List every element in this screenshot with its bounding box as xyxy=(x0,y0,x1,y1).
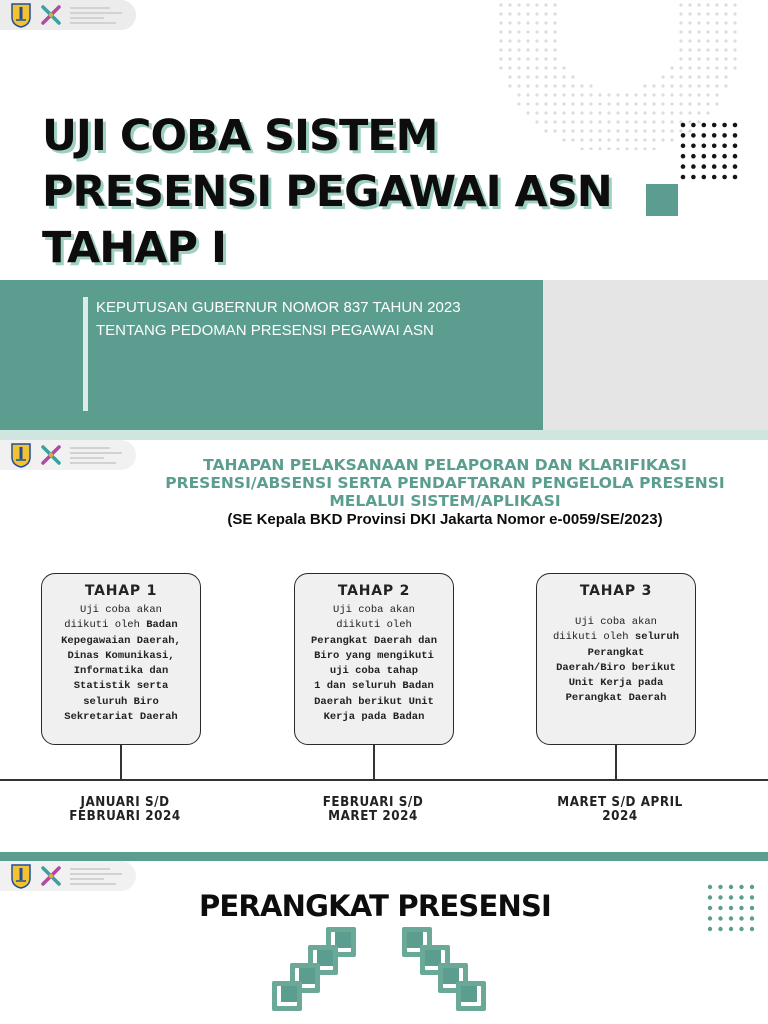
period-line: MARET 2024 xyxy=(328,809,418,824)
stage-title: TAHAP 1 xyxy=(84,583,158,599)
period-line: JANUARI S/D xyxy=(80,795,170,810)
stage-line: Statistik serta xyxy=(73,680,169,693)
logo-header xyxy=(0,440,136,470)
stage-card-3 xyxy=(536,573,696,745)
stage-line: diikuti oleh seluruh xyxy=(552,631,680,644)
stage-line: Informatika dan xyxy=(73,665,169,678)
timeline-line xyxy=(0,779,768,781)
bkd-logo-icon xyxy=(40,865,62,887)
stage-line: Kepegawaian Daerah, xyxy=(61,634,181,647)
stage-line: Uji coba akan xyxy=(575,616,657,628)
bkd-logo-icon xyxy=(40,444,62,466)
stage-line: Sekretariat Daerah xyxy=(64,711,178,724)
stage-connector-1 xyxy=(120,745,122,779)
stage-connector-2 xyxy=(373,745,375,779)
stage-line: Kerja pada Badan xyxy=(323,711,425,724)
period-line: FEBRUARI 2024 xyxy=(69,809,181,824)
stages-heading-line-1: TAHAPAN PELAKSANAAN PELAPORAN DAN KLARIFIKASI xyxy=(203,456,687,474)
stage-line: Unit Kerja pada xyxy=(568,677,664,690)
teal-square-decoration xyxy=(646,184,678,216)
stages-heading xyxy=(150,456,740,510)
stage-line: Biro yang mengikuti xyxy=(314,649,434,662)
main-title xyxy=(42,108,642,276)
title-line-1: UJI COBA SISTEM xyxy=(42,111,438,161)
slide-divider xyxy=(0,430,768,440)
stage-description xyxy=(42,603,200,725)
band-accent-bar xyxy=(83,297,88,411)
stage-line: diikuti oleh Badan xyxy=(64,619,178,632)
decree-text xyxy=(96,296,461,342)
stage-description xyxy=(295,603,453,725)
logo-caption-lines xyxy=(70,868,122,885)
stage-card-1 xyxy=(41,573,201,745)
logo-caption-lines xyxy=(70,447,122,464)
stage-period-1 xyxy=(33,796,217,824)
stage-card-2 xyxy=(294,573,454,745)
period-line: MARET S/D APRIL xyxy=(557,795,683,810)
stage-line: diikuti oleh xyxy=(336,619,412,632)
teal-dot-grid-decoration xyxy=(706,883,758,935)
stage-title: TAHAP 3 xyxy=(579,583,653,599)
stage-line: Dinas Komunikasi, xyxy=(67,649,175,662)
devices-title: PERANGKAT PRESENSI xyxy=(198,889,552,923)
stage-line: Daerah berikut Unit xyxy=(314,695,434,708)
stair-step-icon xyxy=(268,927,360,1023)
stage-line: Perangkat xyxy=(587,646,645,659)
title-line-2: PRESENSI PEGAWAI ASN xyxy=(42,167,612,217)
stage-line: Uji coba akan xyxy=(80,604,162,616)
stair-step-icon xyxy=(398,927,490,1023)
stages-slide xyxy=(0,440,768,852)
stage-period-2 xyxy=(281,796,465,824)
stage-description xyxy=(537,615,695,707)
gray-band xyxy=(543,280,768,430)
stage-line: Daerah/Biro berikut xyxy=(556,661,676,674)
stage-line: seluruh Biro xyxy=(83,695,159,708)
dki-jakarta-seal-icon xyxy=(10,442,32,468)
stage-line: Perangkat Daerah xyxy=(565,692,667,705)
stage-line: uji coba tahap xyxy=(329,665,419,678)
slide-divider-teal xyxy=(0,852,768,861)
logo-header xyxy=(0,861,136,891)
stage-period-3 xyxy=(528,796,712,824)
stage-line: Uji coba akan xyxy=(333,604,415,616)
stages-subheading: (SE Kepala BKD Provinsi DKI Jakarta Nomor e-0059/SE/2023) xyxy=(227,511,663,528)
period-line: 2024 xyxy=(602,809,638,824)
dki-jakarta-seal-icon xyxy=(10,2,32,28)
title-slide xyxy=(0,0,768,440)
bkd-logo-icon xyxy=(40,4,62,26)
stage-line: 1 dan seluruh Badan xyxy=(314,680,434,693)
stages-heading-line-2: PRESENSI/ABSENSI SERTA PENDAFTARAN PENGELOLA PRESENSI xyxy=(165,474,725,492)
stages-heading-line-3: MELALUI SISTEM/APLIKASI xyxy=(329,492,561,510)
logo-caption-lines xyxy=(70,7,122,24)
logo-header xyxy=(0,0,136,30)
devices-slide xyxy=(0,861,768,1024)
title-line-3: TAHAP I xyxy=(42,223,227,273)
stage-line: Perangkat Daerah dan xyxy=(310,634,438,647)
dki-jakarta-seal-icon xyxy=(10,863,32,889)
period-line: FEBRUARI S/D xyxy=(322,795,424,810)
decree-line-1: KEPUTUSAN GUBERNUR NOMOR 837 TAHUN 2023 xyxy=(96,299,461,316)
decree-line-2: TENTANG PEDOMAN PRESENSI PEGAWAI ASN xyxy=(96,322,434,339)
stage-title: TAHAP 2 xyxy=(337,583,411,599)
dot-grid-decoration xyxy=(678,120,740,182)
stage-connector-3 xyxy=(615,745,617,779)
